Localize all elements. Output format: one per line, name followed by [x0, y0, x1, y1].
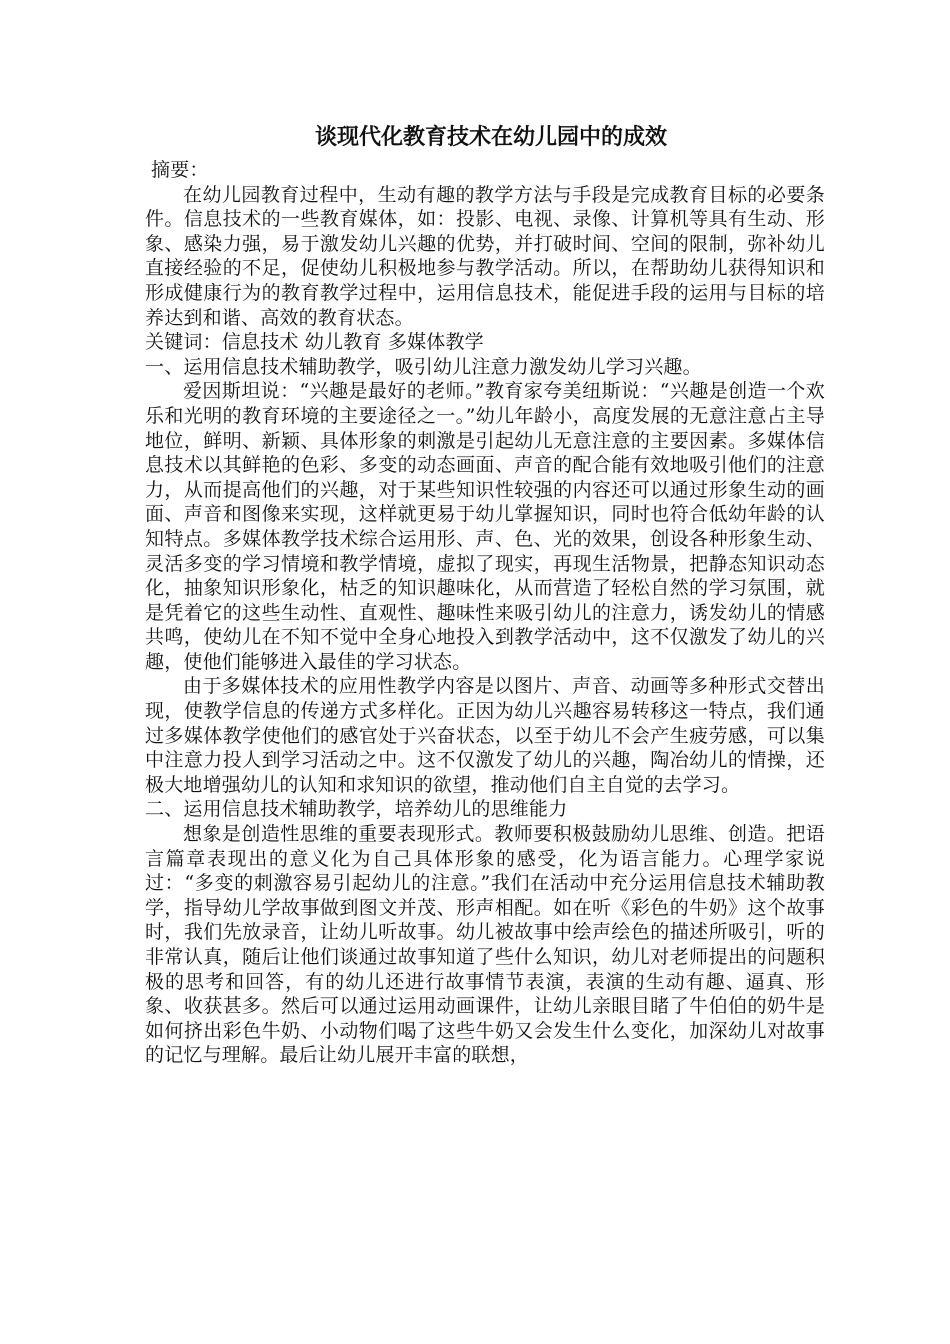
section-1-heading: 一、运用信息技术辅助教学，吸引幼儿注意力激发幼儿学习兴趣。	[145, 355, 702, 378]
abstract-paragraph: 在幼儿园教育过程中，生动有趣的教学方法与手段是完成教育目标的必要条件。信息技术的一些教育媒体，如：投影、电视、录像、计算机等具有生动、形象、感染力强，易于激发幼儿兴趣的优势，并打破时间、空间的限制，弥补幼儿直接经验的不足，促使幼儿积极地参与教学活动。所以，在帮助幼儿获得知识和形成健康行为的教育教学过程中，运用信息技术，能促进手段的运用与目标的培养达到和谐、高效的教育状态。	[145, 183, 825, 329]
document-title: 谈现代化教育技术在幼儿园中的成效	[314, 125, 667, 150]
section-1-paragraph-2: 由于多媒体技术的应用性教学内容是以图片、声音、动画等多种形式交替出现，使教学信息的传递方式多样化。正因为幼儿兴趣容易转移这一特点，我们通过多媒体教学使他们的感官处于兴奋状态，以至于幼儿不会产生疲劳感，可以集中注意力投人到学习活动之中。这不仅激发了幼儿的兴趣，陶冶幼儿的情操，还极大地增强幼儿的认知和求知识的欲望，推动他们自主自觉的去学习。	[145, 675, 825, 796]
section-1-paragraph-1: 爱因斯坦说：“兴趣是最好的老师。”教育家夸美纽斯说：“兴趣是创造一个欢乐和光明的教育环境的主要途径之一。”幼儿年龄小，高度发展的无意注意占主导地位，鲜明、新颖、具体形象的刺激是引起幼儿无意注意的主要因素。多媒体信息技术以其鲜艳的色彩、多变的动态画面、声音的配合能有效地吸引他们的注意力，从而提高他们的兴趣，对于某些知识性较强的内容还可以通过形象生动的画面、声音和图像来实现，这样就更易于幼儿掌握知识，同时也符合低幼年龄的认知特点。多媒体教学技术综合运用形、声、色、光的效果，创设各种形象生动、灵活多变的学习情境和教学情境，虚拟了现实，再现生活物景，把静态知识动态化，抽象知识形象化，枯乏的知识趣味化，从而营造了轻松自然的学习氛围，就是凭着它的这些生动性、直观性、趣味性来吸引幼儿的注意力，诱发幼儿的情感共鸣，使幼儿在不知不觉中全身心地投入到教学活动中，这不仅激发了幼儿的兴趣，使他们能够进入最佳的学习状态。	[145, 380, 825, 673]
section-2-heading: 二、运用信息技术辅助教学，培养幼儿的思维能力	[145, 798, 568, 821]
keywords-line: 关键词：信息技术 幼儿教育 多媒体教学	[145, 331, 484, 354]
abstract-label: 摘要：	[151, 159, 209, 181]
section-2-paragraph-1: 想象是创造性思维的重要表现形式。教师要积极鼓励幼儿思维、创造。把语言篇章表现出的意义化为自己具体形象的感受，化为语言能力。心理学家说过：“多变的刺激容易引起幼儿的注意。”我们在活动中充分运用信息技术辅助教学，指导幼儿学故事做到图文并茂、形声相配。如在听《彩色的牛奶》这个故事时，我们先放录音，让幼儿听故事。幼儿被故事中绘声绘色的描述所吸引，听的非常认真，随后让他们谈通过故事知道了些什么知识，幼儿对老师提出的问题积极的思考和回答，有的幼儿还进行故事情节表演，表演的生动有趣、逼真、形象、收获甚多。然后可以通过运用动画课件，让幼儿亲眼目睹了牛伯伯的奶牛是如何挤出彩色牛奶、小动物们喝了这些牛奶又会发生什么变化，加深幼儿对故事的记忆与理解。最后让幼儿展开丰富的联想，	[145, 823, 825, 1067]
document-body	[145, 118, 825, 1068]
